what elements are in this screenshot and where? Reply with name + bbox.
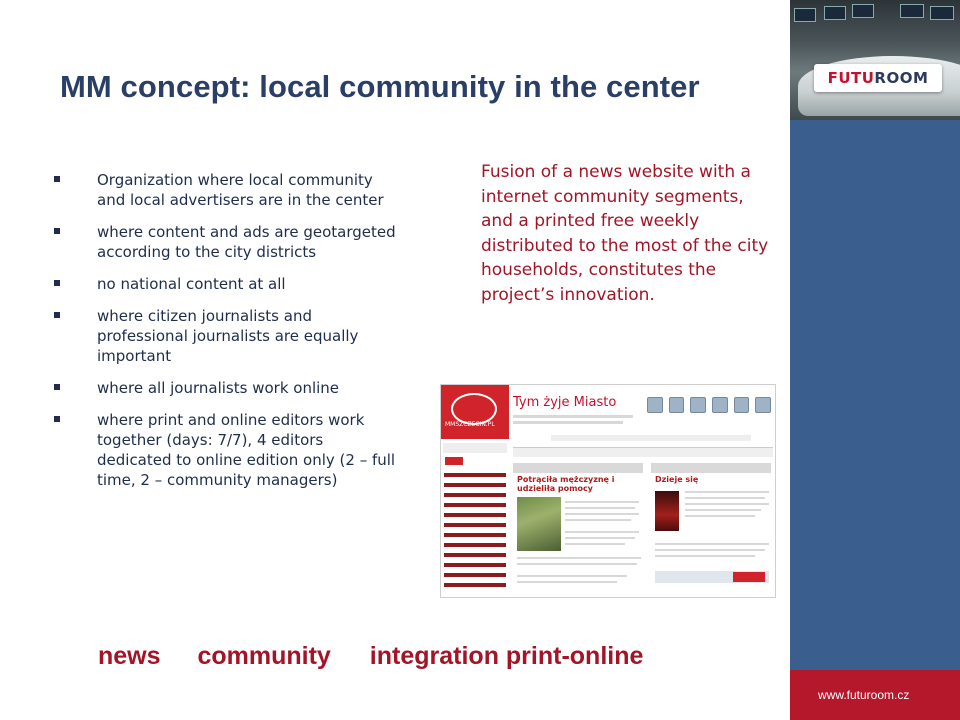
bullet-item: where print and online editors work together (days: 7/7), 4 editors dedicated to online edition only (2 – full time, 2 – community managers): [52, 410, 402, 490]
news-photo: [517, 497, 561, 551]
bullet-marker: [54, 228, 60, 234]
site-icon-row: [647, 397, 771, 415]
bullet-marker: [54, 176, 60, 182]
bullet-marker: [54, 384, 60, 390]
futuroom-photo: [790, 0, 960, 120]
bullet-item: no national content at all: [52, 274, 402, 294]
bullet-item: where content and ads are geotargeted according to the city districts: [52, 222, 402, 262]
keywords-row: [98, 642, 643, 671]
site-headline-left: Potrąciła mężczyznę i udzieliła pomocy: [517, 475, 615, 493]
futuroom-logo: FUTU ROOM: [814, 64, 942, 92]
fusion-paragraph: Fusion of a news website with a internet community segments, and a printed free weekly distributed to the most of the city households, constitutes the project’s innovation.: [481, 162, 769, 305]
bullet-item: where citizen journalists and professional journalists are equally important: [52, 306, 402, 366]
website-screenshot: [440, 384, 776, 598]
keyword-community: community: [197, 642, 331, 670]
keyword-integration: integration print-online: [369, 642, 644, 670]
bullet-marker: [54, 312, 60, 318]
bullet-marker: [54, 416, 60, 422]
bullet-list: [52, 170, 402, 502]
mm-szczecin-logo: MMSZCZECIN.PL: [441, 385, 509, 439]
event-photo: [655, 491, 679, 531]
site-heading: Tym żyje Miasto: [513, 395, 617, 410]
footer-url[interactable]: www.futuroom.cz: [818, 688, 910, 702]
keyword-news: news: [98, 642, 161, 670]
bullet-item: where all journalists work online: [52, 378, 402, 398]
bullet-marker: [54, 280, 60, 286]
site-headline-right: Dzieje się: [655, 475, 699, 484]
bullet-item: Organization where local community and local advertisers are in the center: [52, 170, 402, 210]
slide-title: MM concept: local community in the center: [60, 69, 700, 104]
